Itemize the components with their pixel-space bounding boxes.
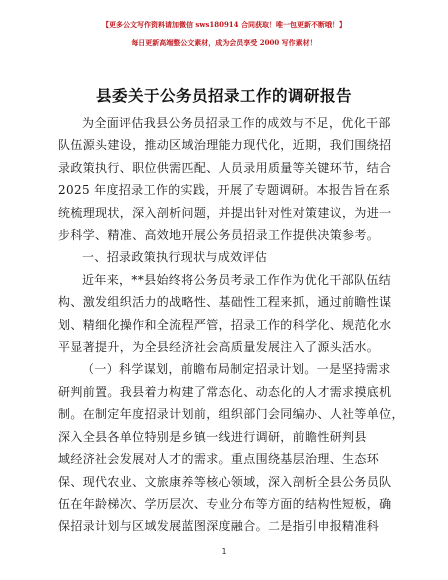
text-line: 统梳理现状，深入剖析问题，并提出针对性对策建议，为进一 (58, 205, 392, 220)
text-line: 平显著提升，为全县经济社会高质量发展注入了源头活水。 (58, 340, 380, 355)
text-line: 研判前置。我县着力构建了常态化、动态化的人才需求摸底机 (58, 384, 392, 399)
text-line: 深入全县各单位特别是乡镇一线进行调研，前瞻性研判县 (58, 429, 367, 444)
text-line: 近年来，**县始终将公务员考录工作作为优化干部队伍结 (82, 272, 392, 287)
section-heading (58, 246, 390, 268)
text-line: 划、精细化操作和全流程严管，招录工作的科学化、规范化水 (58, 317, 392, 332)
text-line: 域经济社会发展对人才的需求。重点围绕基层治理、生态环 (58, 452, 380, 467)
text-line: 为全面评估我县公务员招录工作的成效与不足，优化干部 (82, 116, 391, 130)
text-line: 制。在制定年度招录计划前，组织部门会同编办、人社等单位， (58, 407, 404, 422)
document-title: 县委关于公务员招录工作的调研报告 (95, 87, 352, 105)
text-line: 构、激发组织活力的战略性、基础性工程来抓，通过前瞻性谋 (58, 295, 392, 310)
text-line: 保招录计划与区域发展蓝图深度融合。二是指引申报精准科 (58, 519, 380, 534)
text-line: 步科学、精准、高效地开展公务员招录工作提供决策参考。 (58, 228, 380, 243)
page-number: 1 (221, 547, 227, 556)
overview-paragraph (58, 269, 390, 359)
subsection-paragraph (58, 358, 404, 537)
text-line: 保、现代农业、文旅康养等核心领域，深入剖析全县公务员队 (58, 474, 392, 489)
promo-banner-line-2: 每日更新高端整公文素材，成为会员享受 2000 写作素材！ (131, 38, 317, 47)
intro-paragraph (58, 112, 390, 246)
text-line: 伍在年龄梯次、学历层次、专业分布等方面的结构性短板，确 (58, 496, 392, 511)
text-line: 录政策执行、职位供需匹配、人员录用质量等关键环节，结合 (58, 160, 392, 175)
promo-banner-line-1: 【更多公文写作资料请加微信 sws180914 合同获取！唯一包更新不断哦！】 (101, 20, 346, 29)
section-heading-text: 一、招录政策执行现状与成效评估 (82, 250, 268, 265)
text-line: 2025 年度招录工作的实践，开展了专题调研。本报告旨在系 (58, 183, 391, 198)
text-line: （一）科学谋划，前瞻布局制定招录计划。一是坚持需求 (82, 362, 391, 377)
document-body (58, 112, 404, 538)
text-line: 队伍源头建设，推动区域治理能力现代化，近期，我们围绕招 (58, 138, 392, 153)
